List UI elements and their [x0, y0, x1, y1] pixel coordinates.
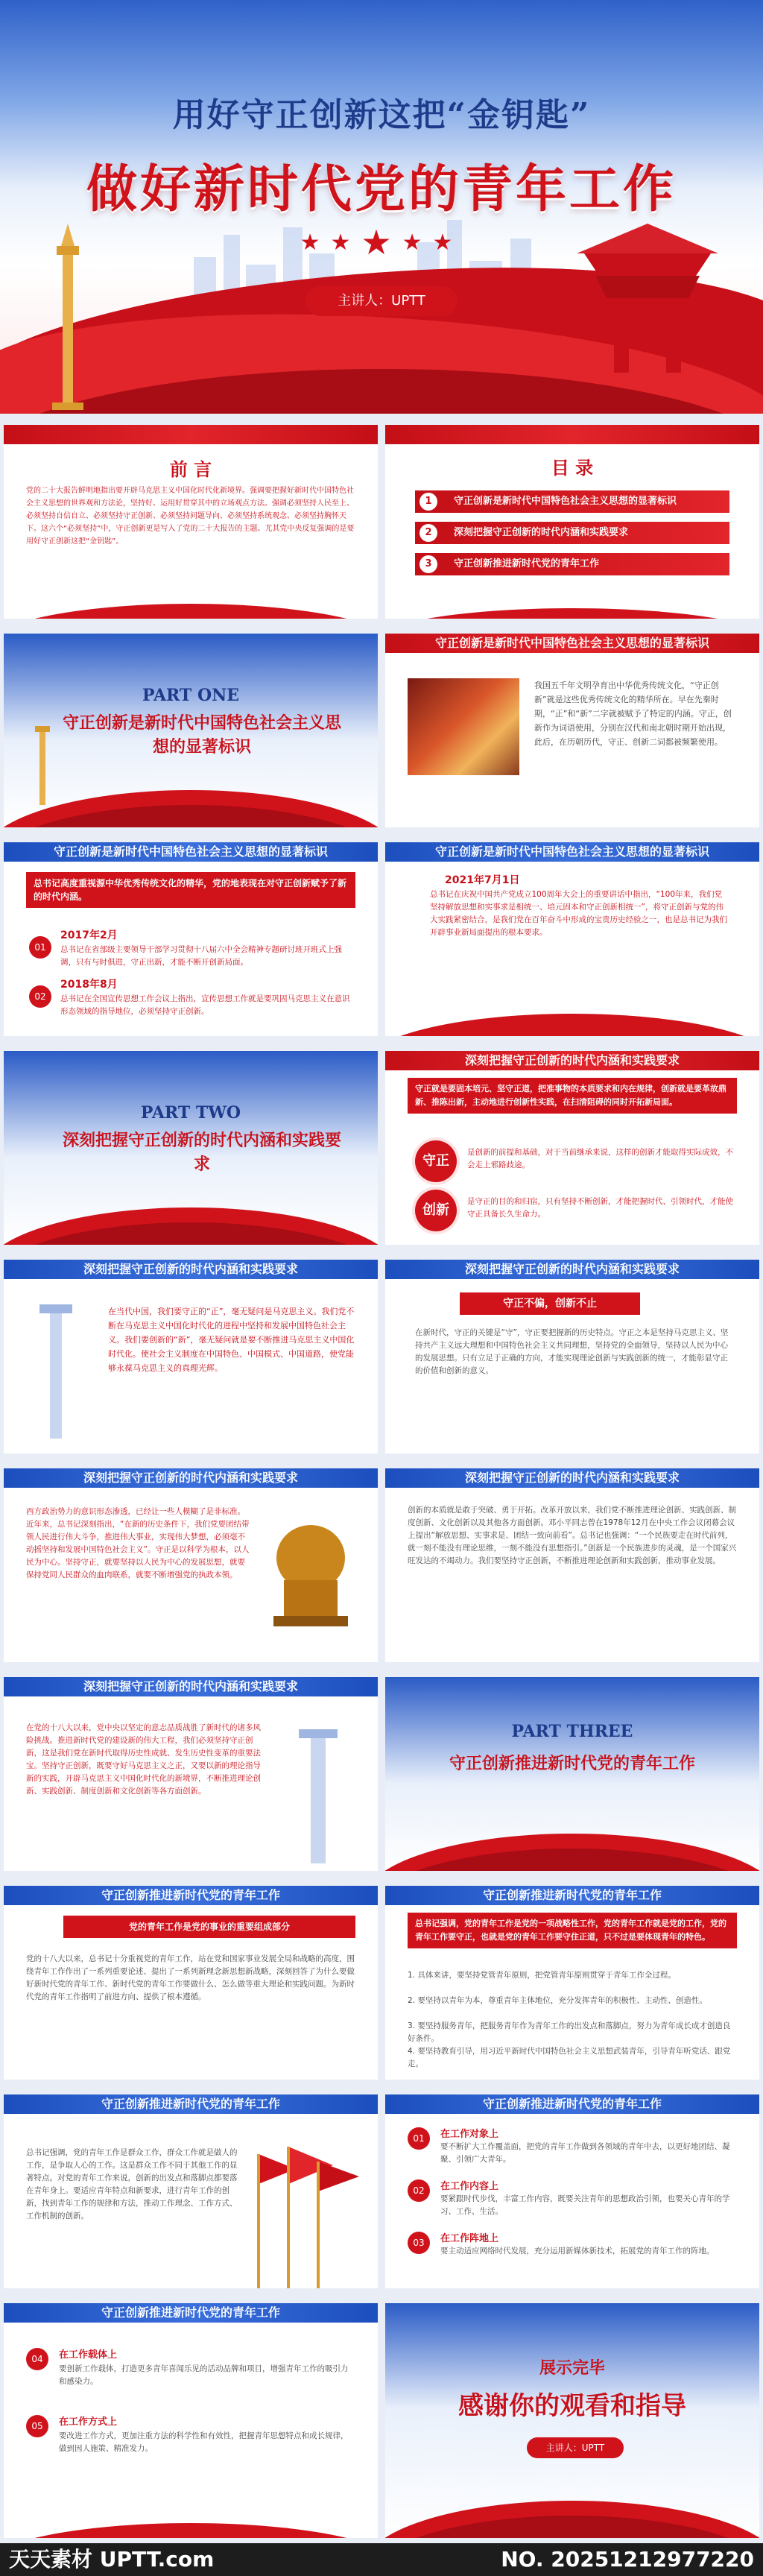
number-badge: 04	[26, 2348, 48, 2370]
strategy-item: 4. 要坚持教育引导，用习近平新时代中国特色社会主义思想武装青年，引导青年听党话、跟党走。	[408, 2047, 731, 2068]
new-era-body: 在党的十八大以来，党中央以坚定的意志品质战胜了新时代的诸多风险挑战。推进新时代党的建设新的伟大工程，我们必须坚持守正创新，这是我们党在新时代取得历史性成就、发生历史性变革的重要法宝。坚持守正创新，既要守好马克思主义之正，又要以新的理论指导新的实践，开辟马克思主义中国化时代化的新境界，不断推进理论创新、实践创新、制度创新和文化创新等各方面创新。	[26, 1723, 261, 1796]
aspect-title: 在工作阵地上	[440, 2233, 499, 2244]
culture-body: 我国五千年文明孕育出中华优秀传统文化，“守正创新”就是这些优秀传统文化的精华所在。早在先秦时期，“正”和“新”二字就被赋予了特定的内涵。守正，创新作为词语使用，分别在汉代和南北朝时期开始出现，此后，在历朝历代，守正、创新二词都被频繁使用。	[534, 681, 732, 747]
keep-body: 在新时代，守正的关键是“守”，守正要把握新的历史特点。守正之本是坚持马克思主义、坚持共产主义远大理想和中国特色社会主义共同理想，坚持党的全面领导，坚持以人民为中心的发展思想。只有立足于正确的方向，才能实现理论创新与实践创新的统一，才能彰显守正的价值和创新的意义。	[415, 1328, 729, 1375]
star-icon: ★	[402, 230, 433, 256]
item-text: 总书记在省部级主要领导干部学习贯彻十八届六中全会精神专题研讨班开班式上强调，只有与时俱进，守正出新，才能不断开创新局面。	[60, 945, 342, 967]
slide-keep-innovate	[382, 1047, 763, 1248]
item-text: 具体来讲，要坚持党管青年原则，把党管青年原则贯穿于青年工作全过程。	[417, 1971, 676, 1980]
number-badge: 02	[29, 985, 51, 1008]
watermark-footer	[0, 2543, 763, 2576]
item-text: 要坚持服务青年，把服务青年作为青年工作的出发点和落脚点，努力为青年成长成才创造良好条件。	[408, 2021, 731, 2043]
slide-history	[0, 839, 382, 1040]
aspect-text: 要不断扩大工作覆盖面，把党的青年工作做到各领域的青年中去，以更好地团结、凝聚、引领广大青年。	[440, 2142, 730, 2164]
slide-part-three	[382, 1673, 763, 1875]
innovate-text: 是守正的目的和归宿，只有坚持不断创新，才能把握时代、引领时代，才能使守正具备长久生命力。	[467, 1197, 733, 1219]
number-badge: 03	[408, 2232, 430, 2254]
youth-work-body: 党的十八大以来，总书记十分重视党的青年工作，站在党和国家事业发展全局和战略的高度，围绕青年工作作出了一系列重要论述、提出了一系列新理念新思想新战略，深刻回答了为什么要做好新时代党的青年工作、新时代党的青年工作要做什么、怎么做等重大理论和实践问题。为新时代党的青年工作指明了前进方向、提供了根本遵循。	[26, 1954, 355, 2001]
aspect-text: 要改进工作方式，更加注重方法的科学性和有效性，把握青年思想特点和成长规律，做到因人施策、精准发力。	[59, 2431, 349, 2453]
slide-header: 守正创新推进新时代党的青年工作	[4, 2094, 378, 2114]
item-text: 要坚持教育引导，用习近平新时代中国特色社会主义思想武装青年，引导青年听党话、跟党走。	[408, 2047, 731, 2068]
marxism-body: 在当代中国，我们要守正的“正”，毫无疑问是马克思主义。我们党不断在马克思主义中国化时代化的进程中坚持和发展中国特色社会主义。我们要创新的“新”，毫无疑问就是要不断推进马克思主义中国化时代化。使社会主义制度在中国特色、中国模式、中国道路，使党能够永葆马克思主义的真理光辉。	[108, 1307, 355, 1373]
aspect-title: 在工作对象上	[440, 2129, 499, 2140]
item-number: 4	[408, 2047, 413, 2056]
slide-title: 目 录	[551, 457, 594, 479]
lead-box: 总书记高度重视源中华优秀传统文化的精华，党的地表现在对守正创新赋予了新的时代内涵。	[26, 872, 355, 908]
slide-header: 守正创新是新时代中国特色社会主义思想的显著标识	[385, 842, 759, 862]
slide-title: 前 言	[169, 458, 212, 480]
footer-number: NO. 20251212977220	[501, 2547, 754, 2572]
date-label: 2018年8月	[60, 979, 118, 991]
slide-work-methods	[0, 2299, 382, 2542]
red-flag-wave	[382, 1014, 763, 1040]
star-icon: ★	[361, 222, 402, 262]
slide-ideology	[0, 1465, 382, 1666]
item-text: 要坚持以青年为本，尊重青年主体地位，充分发挥青年的积极性、主动性、创造性。	[417, 1996, 707, 2005]
item-number: 3	[408, 2021, 413, 2030]
toc-number: 3	[420, 555, 437, 573]
part-title: 守正创新是新时代中国特色社会主义思想的显著标识	[62, 713, 341, 757]
slide-anniversary	[382, 839, 763, 1040]
speaker-badge: 主讲人：UPTT	[305, 286, 458, 316]
toc-item-3[interactable]	[415, 553, 729, 575]
slide-header: 深刻把握守正创新的时代内涵和实践要求	[4, 1260, 378, 1279]
tag-keep: 守正	[415, 1140, 457, 1182]
anniversary-body: 总书记在庆祝中国共产党成立100周年大会上的重要讲话中指出，“100年来，我们党坚持解放思想和实事求是相统一、培元固本和守正创新相统一”，将守正创新与党的伟大实践紧密结合，是我们党在百年奋斗中形成的宝贵历史经验之一，也是总书记为我们开辟事业新局面提出的根本要求。	[430, 890, 727, 937]
slide-header: 深刻把握守正创新的时代内涵和实践要求	[4, 1677, 378, 1696]
red-flag-wave	[382, 608, 763, 622]
item-number: 1	[408, 1971, 413, 1980]
cover-title: 做好新时代党的青年工作	[86, 160, 677, 219]
slide-youth-work	[0, 1882, 382, 2083]
slide-preface	[0, 421, 382, 622]
number-badge: 01	[408, 2127, 430, 2150]
cover-slide	[0, 0, 763, 414]
slide-header: 守正创新推进新时代党的青年工作	[385, 2094, 759, 2114]
number-badge: 02	[408, 2179, 430, 2202]
slide-keep-not-deviate	[382, 1256, 763, 1457]
slide-header: 深刻把握守正创新的时代内涵和实践要求	[385, 1051, 759, 1070]
slide-part-two	[0, 1047, 382, 1248]
lead-box: 守正不偏，创新不止	[460, 1292, 640, 1315]
toc-number: 1	[420, 493, 437, 511]
star-icon: ★	[330, 230, 361, 256]
slide-header: 守正创新推进新时代党的青年工作	[385, 1886, 759, 1905]
ideology-body: 西方政治势力的意识形态渗透，已经让一些人模糊了是非标准。近年来，总书记深刻指出，“在新的历史条件下，我们党要团结带领人民进行伟大斗争，推进伟大事业，实现伟大梦想，必须毫不动摇坚持和发展中国特色社会主义”。守正是以科学为根本，以人民为中心。坚持守正，就要坚持以人民为中心的发展思想，就要保持党同人民群众的血肉联系，就要不断增强党的执政本领。	[26, 1507, 250, 1579]
slide-header: 守正创新是新时代中国特色社会主义思想的显著标识	[385, 634, 759, 653]
star-icon: ★	[432, 230, 463, 256]
huabiao-pillar-icon	[281, 1714, 355, 1863]
item-text: 总书记在全国宣传思想工作会议上指出，宣传思想工作就是要巩固马克思主义在意识形态领域的指导地位，必须坚持守正创新。	[60, 994, 350, 1016]
number-badge: 01	[29, 936, 51, 959]
aspect-text: 要创新工作载体，打造更多青年喜闻乐见的活动品牌和项目，增强青年工作的吸引力和感染力。	[59, 2364, 349, 2386]
toc-number: 2	[420, 524, 437, 542]
slide-header: 守正创新是新时代中国特色社会主义思想的显著标识	[4, 842, 378, 862]
innovation-body: 创新的本质就是敢于突破、勇于开拓。改革开放以来，我们党不断推进理论创新、实践创新、制度创新、文化创新以及其他各方面创新。邓小平同志曾在1978年12月在中央工作会议闭幕会议上提出“解放思想、实事求是、团结一致向前看”。总书记也强调：“一个民族要走在时代前列，就一刻不能没有理论思维，一刻不能没有思想指引。”创新是一个民族进步的灵魂，是一个国家兴旺发达的不竭动力。我们要坚持守正创新，不断推进理论创新和实践创新，推动事业发展。	[408, 1506, 737, 1565]
cover-subtitle: 用好守正创新这把“金钥匙”	[172, 96, 591, 134]
red-flag-wave	[0, 2523, 382, 2542]
item-number: 2	[408, 1996, 413, 2005]
lead-box: 守正就是要固本培元、坚守正道，把准事物的本质要求和内在规律，创新就是要革故鼎新、推陈出新，主动地进行创新性实践，在扫清阻碍的同时开拓新局面。	[408, 1078, 737, 1114]
part-label: PART THREE	[511, 1722, 633, 1741]
slide-culture	[382, 630, 763, 831]
aspect-text: 要主动适应网络时代发展，充分运用新媒体新技术，拓展党的青年工作的阵地。	[440, 2247, 715, 2255]
cover-stars	[0, 222, 763, 262]
slide-header: 守正创新推进新时代党的青年工作	[4, 1886, 378, 1905]
tag-innovate: 创新	[415, 1190, 457, 1231]
toc-label: 守正创新是新时代中国特色社会主义思想的显著标识	[454, 496, 677, 507]
date-label: 2017年2月	[60, 929, 118, 941]
slide-header-bar	[385, 425, 759, 444]
preface-body: 党的二十大报告鲜明地指出要开辟马克思主义中国化时代化新境界。强调要把握好新时代中国特色社会主义思想的世界观和方法论，坚持好、运用好贯穿其中的立场观点方法。强调必须坚持人民至上、必须坚持自信自立、必须坚持守正创新、必须坚持问题导向、必须坚持系统观念、必须坚持胸怀天下。这六个“必须坚持”中，守正创新更是写入了党的二十大报告的主题。尤其党中央反复强调的是要用好守正创新这把“金钥匙”。	[26, 487, 355, 546]
part-title: 守正创新推进新时代党的青年工作	[449, 1754, 695, 1773]
slide-new-era	[0, 1673, 382, 1875]
slide-header: 守正创新推进新时代党的青年工作	[4, 2303, 378, 2323]
slide-header: 深刻把握守正创新的时代内涵和实践要求	[4, 1468, 378, 1488]
lead-box: 总书记强调，党的青年工作是党的一项战略性工作，党的青年工作就是党的工作，党的青年工作要守正，也就是党的青年工作要守住正道，只不过是要体现青年的特色。	[408, 1913, 737, 1948]
great-wall-photo	[408, 678, 519, 775]
huabiao-pillar-icon	[34, 1289, 78, 1439]
slide-mass-work	[0, 2091, 382, 2292]
slide-part-one	[0, 630, 382, 831]
slide-innovation	[382, 1465, 763, 1666]
slide-thanks	[382, 2299, 763, 2542]
slide-work-aspects	[382, 2091, 763, 2292]
thanks-title: 感谢你的观看和指导	[458, 2391, 686, 2421]
strategy-item: 3. 要坚持服务青年，把服务青年作为青年工作的出发点和落脚点，努力为青年成长成才创造良好条件。	[408, 2021, 731, 2043]
part-title: 深刻把握守正创新的时代内涵和实践要求	[62, 1131, 341, 1174]
part-label: PART TWO	[140, 1103, 241, 1123]
aspect-text: 要紧跟时代步伐，丰富工作内容，既要关注青年的思想政治引领，也要关心青年的学习、工作、生活。	[440, 2194, 730, 2216]
strategy-item: 2. 要坚持以青年为本，尊重青年主体地位，充分发挥青年的积极性、主动性、创造性。	[408, 1996, 707, 2005]
aspect-title: 在工作内容上	[440, 2181, 499, 2192]
speaker-badge: 主讲人：UPTT	[527, 2437, 624, 2458]
toc-label: 守正创新推进新时代党的青年工作	[454, 558, 600, 569]
thanks-top: 展示完毕	[539, 2358, 605, 2378]
toc-item-1[interactable]	[415, 490, 729, 513]
toc-label: 深刻把握守正创新的时代内涵和实践要求	[454, 527, 629, 538]
lead-box: 党的青年工作是党的事业的重要组成部分	[63, 1916, 355, 1938]
slide-header-bar	[4, 425, 378, 444]
footer-site: 天天素材 UPTT.com	[9, 2547, 215, 2572]
keep-text: 是创新的前提和基础，对于当前继承来说，这样的创新才能取得实际成效，不会走上邪路歧途。	[467, 1148, 733, 1169]
lion-statue-icon	[259, 1513, 363, 1632]
aspect-title: 在工作载体上	[59, 2349, 118, 2361]
slide-toc	[382, 421, 763, 622]
slide-marxism	[0, 1256, 382, 1457]
slide-header: 深刻把握守正创新的时代内涵和实践要求	[385, 1468, 759, 1488]
red-flag-wave	[0, 604, 382, 622]
huabiao-pillar-icon	[34, 716, 51, 805]
red-flags-icon	[251, 2139, 363, 2288]
star-icon: ★	[300, 230, 331, 256]
aspect-title: 在工作方式上	[59, 2416, 118, 2428]
number-badge: 05	[26, 2415, 48, 2437]
toc-item-2[interactable]	[415, 522, 729, 544]
date-label: 2021年7月1日	[445, 874, 520, 886]
slide-header: 深刻把握守正创新的时代内涵和实践要求	[385, 1260, 759, 1279]
strategy-item: 1. 具体来讲，要坚持党管青年原则，把党管青年原则贯穿于青年工作全过程。	[408, 1971, 676, 1980]
mass-work-body: 总书记强调，党的青年工作是群众工作，群众工作就是做人的工作，是争取人心的工作。这是群众工作不同于其他工作的显著特点。对党的青年工作来说，创新的出发点和落脚点都要落在青年身上。要适应青年特点和新要求，进行青年工作的创新，找到青年工作的规律和方法，推动工作理念、工作方式、工作机制的创新。	[26, 2148, 238, 2220]
part-label: PART ONE	[142, 686, 239, 705]
slide-youth-strategy	[382, 1882, 763, 2083]
